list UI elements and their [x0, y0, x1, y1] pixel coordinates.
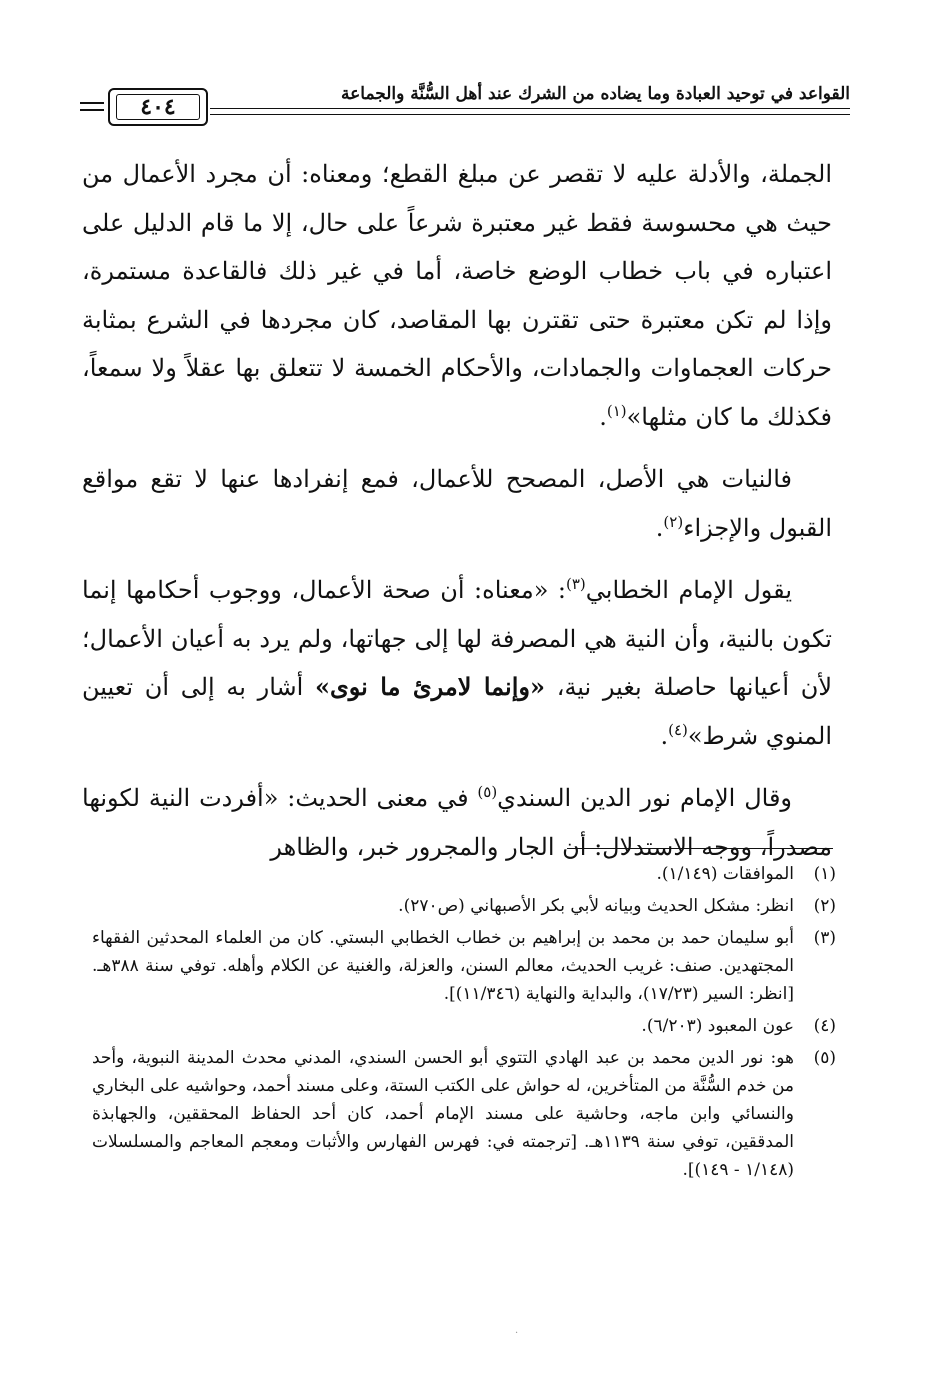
body-paragraph	[82, 566, 832, 760]
footnote-reference: (٣)	[565, 575, 586, 593]
footnotes	[92, 860, 836, 1188]
body-paragraph	[82, 150, 832, 441]
footnote-item	[92, 892, 836, 920]
footnote-item	[92, 1012, 836, 1040]
footnote-text: عون المعبود (٦/٢٠٣).	[641, 1016, 794, 1036]
body-paragraph	[82, 455, 832, 552]
footnote-number: (٤)	[813, 1016, 836, 1036]
paragraph-text: .	[655, 513, 664, 542]
paragraph-text: الجملة، والأدلة عليه لا تقصر عن مبلغ القطع؛ ومعناه: أن مجرد الأعمال من حيث هي محسوسة فقط غير معتبرة شرعاً على حال، إلا ما قام الدليل على اعتباره في باب خطاب الوضع خاصة، أما في غير ذلك فالقاعدة مستمرة، وإذا لم تكن معتبرة حتى تقترن بها المقاصد، كان مجردها في الشرع بمثابة حركات العجماوات والجمادات، والأحكام الخمسة لا تتعلق بها عقلاً ولا سمعاً، فكذلك ما كان مثلها»	[82, 160, 832, 431]
footnote-number: (١)	[813, 864, 836, 884]
running-header	[80, 82, 850, 132]
scan-mark: ·	[515, 1328, 519, 1339]
header-dash-bottom	[80, 109, 104, 111]
header-rule-bottom	[210, 114, 850, 115]
header-title: القواعد في توحيد العبادة وما يضاده من الشرك عند أهل السُّنَّة والجماعة	[341, 84, 850, 104]
header-rule-top	[210, 108, 850, 109]
paragraph-text: : «معناه: أن صحة الأعمال، ووجوب أحكامها إنما تكون بالنية، وأن النية هي المصرفة لها إلى جهاتها، ولم يرد به أعيان الأعمال؛ لأن أعيانها حاصلة بغير نية،	[82, 576, 833, 701]
paragraph-text: يقول الإمام الخطابي	[585, 576, 792, 604]
page-number-box	[108, 88, 208, 126]
paragraph-text: .	[660, 721, 669, 750]
footnote-reference: (٥)	[477, 783, 498, 801]
footnote-reference: (١)	[606, 401, 627, 420]
hadith-quote: «وإنما لامرئ ما نوى»	[315, 672, 545, 701]
footnote-item	[92, 924, 836, 1008]
main-text	[82, 150, 832, 885]
footnote-text: انظر: مشكل الحديث وبيانه لأبي بكر الأصبهاني (ص٢٧٠).	[398, 896, 794, 916]
footnote-text: هو: نور الدين محمد بن عبد الهادي التتوي أبو الحسن السندي، المدني محدث المدينة النبوية، وأحد من خدم السُّنَّة من المتأخرين، له حواش على الكتب الستة، وعلى مسند أحمد، وحواشيه على البخاري والنسائي وابن ماجه، وحاشية على مسند الإمام أحمد، كان أحد الحفاظ المحققين، والجهابذة المدققين، توفي سنة ١١٣٩هـ. [ترجمته في: فهرس الفهارس والأثبات ومعجم المعاجم والمسلسلات (١/١٤٨ - ١٤٩)].	[92, 1048, 794, 1180]
footnote-item	[92, 860, 836, 888]
footnote-text: الموافقات (١/١٤٩).	[656, 864, 794, 884]
footnote-item	[92, 1044, 836, 1184]
paragraph-text: .	[599, 402, 607, 431]
footnote-reference: (٤)	[668, 720, 688, 739]
footnote-number: (٢)	[813, 896, 836, 916]
footnote-reference: (٢)	[663, 512, 684, 531]
footnote-text: أبو سليمان حمد بن محمد بن إبراهيم بن خطاب الخطابي البستي. كان من العلماء المحدثين الفقهاء المجتهدين. صنف: غريب الحديث، معالم السنن، والعزلة، والغنية عن الكلام وأهله. توفي سنة ٣٨٨هـ. [انظر: السير (١٧/٢٣)، والبداية والنهاية (١١/٣٤٦)].	[92, 928, 794, 1004]
body-paragraph	[82, 774, 832, 871]
paragraph-text: أشار به إلى أن تعيين المنوي شرط»	[82, 673, 832, 750]
header-dash-top	[80, 102, 104, 104]
footnote-separator	[567, 848, 833, 849]
footnote-number: (٥)	[813, 1048, 836, 1068]
paragraph-text: فالنيات هي الأصل، المصحح للأعمال، فمع إنفرادها عنها لا تقع مواقع القبول والإجزاء	[82, 465, 832, 542]
footnote-number: (٣)	[813, 928, 836, 948]
paragraph-text: وقال الإمام نور الدين السندي	[497, 784, 792, 812]
paragraph-text: في معنى الحديث: «أفردت النية لكونها مصدراً، ووجه الاستدلال: أن الجار والمجرور خبر، والظاهر	[82, 784, 832, 861]
page-number: ٤٠٤	[116, 94, 200, 120]
